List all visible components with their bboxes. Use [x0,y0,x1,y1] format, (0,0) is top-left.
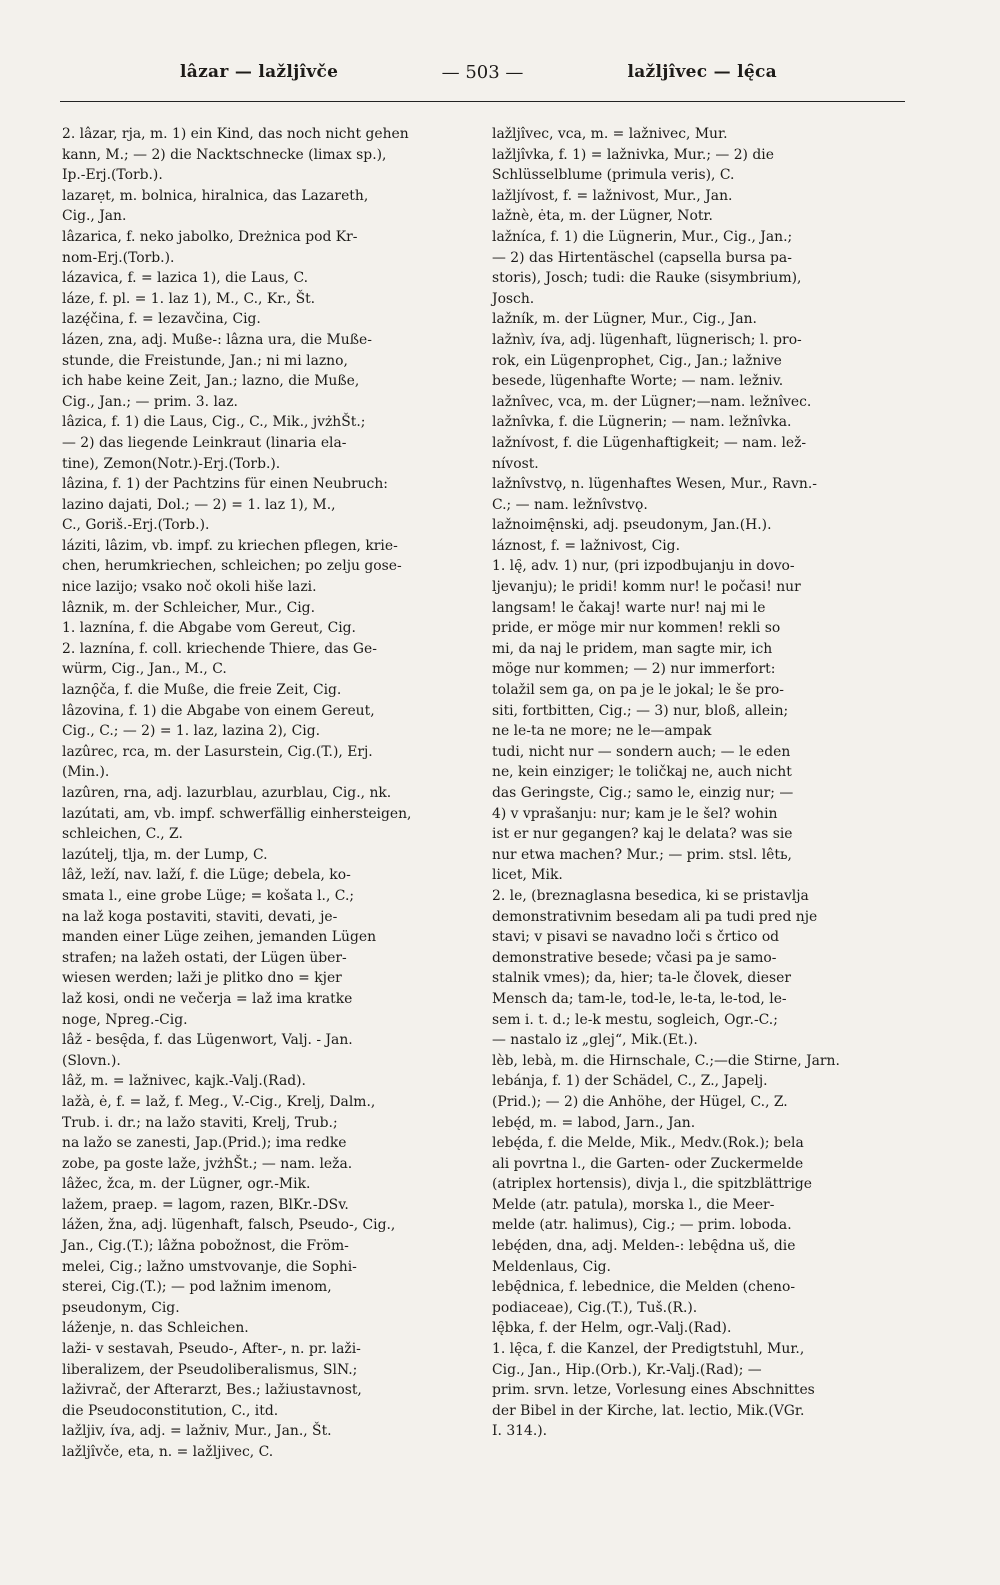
entry-line: Meldenlaus, Cig. [492,1258,611,1275]
dictionary-entry [62,618,460,639]
dictionary-entry [492,1339,906,1442]
entry-line: zobe, pa goste laže, jvżhŠt.; — nam. leža. [62,1155,353,1172]
entry-line: 2. laznína, f. coll. kriechende Thiere, das Ge- [62,640,377,657]
entry-line: lazûren, rna, adj. lazurblau, azurblau, Cig., nk. [62,785,392,801]
dictionary-entry [62,1195,460,1216]
dictionary-entry [62,412,460,474]
entry-line: lebę́d, m. = labod, Jarn., Jan. [492,1114,696,1131]
entry-line: — 2) das Hirtentäschel (capsella bursa pa- [492,249,792,266]
entry-line: sem i. t. d.; le-k mestu, sogleich, Ogr.-C.; [492,1011,778,1028]
dictionary-entry [492,1236,906,1277]
entry-line: (Prid.); — 2) die Anhöhe, der Hügel, C., Z. [492,1093,788,1110]
dictionary-entry [62,680,460,701]
entry-line: ist er nur gegangen? kaj le delata? was sie [492,826,793,843]
dictionary-entry [62,845,460,866]
page-header [60,62,905,92]
dictionary-entry [62,289,460,310]
entry-line: tine), Zemon(Notr.)-Erj.(Torb.). [62,455,281,472]
header-right-guide-words: lažljîvec — lę̑ca [627,62,777,82]
entry-line: lažnîvec, vca, m. der Lügner;—nam. ležnîvec. [492,393,812,410]
entry-line: tolažil sem ga, on pa je le jokal; le še pro- [492,682,784,699]
dictionary-entry [62,1071,460,1092]
entry-line: (Min.). [62,764,110,781]
entry-line: ne, kein einziger; le toličkaj ne, auch nicht [492,764,792,781]
entry-line: schleichen, C., Z. [62,826,183,843]
entry-line: lâzarica, f. neko jabolko, Dreżnica pod Kr- [62,228,358,245]
entry-line: — 2) das liegende Leinkraut (linaria ela- [62,434,347,451]
entry-line: (atriplex hortensis), divja l., die spitzblättrige [492,1176,813,1193]
entry-line: besede, lügenhafte Worte; — nam. ležniv. [492,373,784,390]
entry-line: storis), Josch; tudi: die Rauke (sisymbrium), [492,270,802,287]
dictionary-entry [62,536,460,598]
dictionary-entry [62,1092,460,1174]
entry-line: nur etwa machen? Mur.; — prim. stsl. lêtь, [492,846,792,863]
dictionary-entry [62,783,460,804]
dictionary-entry [62,1442,460,1463]
entry-line: 2. le, (breznaglasna besedica, ki se pristavlja [492,887,809,904]
dictionary-entry [62,1318,460,1339]
dictionary-entry [62,1030,460,1071]
entry-line: lažljívost, f. = lažnivost, Mur., Jan. [492,187,733,204]
entry-line: lebę́den, dna, adj. Melden-: lebę̑dna uš, die [492,1238,796,1255]
entry-line: Schlüsselblume (primula veris), C. [492,167,735,184]
entry-line: lažnè, ėta, m. der Lügner, Notr. [492,208,713,225]
left-column [62,124,460,1463]
entry-line: láziti, lâzim, vb. impf. zu kriechen pflegen, krie- [62,537,398,554]
dictionary-entry [492,124,906,145]
entry-line: C.; — nam. ležnîvstvǫ. [492,496,648,513]
dictionary-entry [492,412,906,433]
right-column [492,124,906,1442]
dictionary-entry [492,556,906,886]
entry-line: kann, M.; — 2) die Nacktschnecke (limax sp.), [62,146,387,163]
entry-line: lâzica, f. 1) die Laus, Cig., C., Mik., jvżhŠt.; [62,414,366,431]
entry-line: lâž - besę̑da, f. das Lügenwort, Valj. - Jan. [62,1032,353,1049]
dictionary-entry [62,124,460,186]
entry-line: lâznik, m. der Schleicher, Mur., Cig. [62,599,315,616]
dictionary-entry [62,186,460,227]
dictionary-entry [62,701,460,742]
entry-line: lázavica, f. = lazica 1), die Laus, C. [62,270,309,287]
dictionary-entry [62,742,460,783]
dictionary-entry [492,433,906,474]
entry-line: lazútati, am, vb. impf. schwerfällig einhersteigen, [62,805,412,822]
entry-line: na laž koga postaviti, staviti, devati, je- [62,908,338,925]
entry-line: Cig., C.; — 2) = 1. laz, lazina 2), Cig. [62,723,321,740]
entry-line: noge, Npreg.-Cig. [62,1011,188,1028]
entry-line: ne le-ta ne more; ne le—ampak [492,723,712,740]
dictionary-entry [492,1318,906,1339]
dictionary-entry [62,639,460,680]
entry-line: ich habe keine Zeit, Jan.; lazno, die Muße, [62,373,360,390]
dictionary-entry [492,474,906,515]
entry-line: Trub. i. dr.; na lažo staviti, Krelj, Trub.; [62,1114,338,1131]
entry-line: sterei, Cig.(T.); — pod lažnim imenom, [62,1279,332,1296]
entry-line: 1. lę̑, adv. 1) nur, (pri izpodbujanju in dovo- [492,558,795,575]
entry-line: demonstrative besede; včasi pa je samo- [492,949,777,966]
entry-line: strafen; na lažeh ostati, der Lügen über- [62,949,347,966]
dictionary-entry [492,1071,906,1112]
dictionary-entry [492,206,906,227]
entry-line: lažljîvče, eta, n. = lažljivec, C. [62,1444,274,1460]
entry-line: (Slovn.). [62,1052,121,1069]
entry-line: licet, Mik. [492,867,563,884]
entry-line: melde (atr. halimus), Cig.; — prim. loboda. [492,1217,792,1234]
entry-line: Josch. [492,290,535,307]
entry-line: siti, fortbitten, Cig.; — 3) nur, bloß, allein; [492,702,789,719]
entry-line: nívost. [492,455,539,472]
entry-line: Mensch da; tam-le, tod-le, le-ta, le-tod, le- [492,990,787,1007]
dictionary-entry [62,330,460,412]
entry-line: melei, Cig.; lažno umstvovanje, die Sophi- [62,1258,357,1275]
dictionary-entry [62,1215,460,1318]
entry-line: lazûrec, rca, m. der Lasurstein, Cig.(T.), Erj. [62,743,373,760]
entry-line: láženje, n. das Schleichen. [62,1320,249,1337]
dictionary-entry [62,1421,460,1442]
entry-line: 2. lâzar, rja, m. 1) ein Kind, das noch nicht gehen [62,126,409,142]
entry-line: prim. srvn. letze, Vorlesung eines Abschnittes [492,1382,815,1399]
header-left-guide-words: lâzar — lažljîvče [180,62,339,82]
dictionary-entry [62,865,460,1030]
entry-line: die Pseudoconstitution, C., itd. [62,1402,279,1419]
dictionary-entry [492,186,906,207]
entry-line: lažník, m. der Lügner, Mur., Cig., Jan. [492,311,757,328]
dictionary-entry [492,1277,906,1318]
entry-line: lâž, m. = lažnivec, kajk.-Valj.(Rad). [62,1073,306,1090]
dictionary-entry [492,1051,906,1072]
entry-line: 1. lę̑ca, f. die Kanzel, der Predigtstuhl, Mur., [492,1341,805,1358]
entry-line: Cig., Jan.; — prim. 3. laz. [62,393,238,410]
entry-line: lâzovina, f. 1) die Abgabe von einem Gereut, [62,702,375,719]
entry-line: stalnik vmes); da, hier; ta-le človek, dieser [492,970,791,987]
dictionary-entry [62,598,460,619]
entry-line: tudi, nicht nur — sondern auch; — le eden [492,743,791,760]
entry-line: demonstrativnim besedam ali pa tudi pred nje [492,908,818,925]
entry-line: lâž, leží, nav. laží, f. die Lüge; debela, ko- [62,867,351,884]
page-number: — 503 — [441,62,524,83]
dictionary-entry [62,474,460,536]
entry-line: na lažo se zanesti, Jap.(Prid.); ima redke [62,1135,347,1152]
entry-line: lazino dajati, Dol.; — 2) = 1. laz 1), M., [62,496,336,513]
dictionary-entry [492,886,906,1051]
entry-line: lažem, praep. = lagom, razen, BlKr.-DSv. [62,1196,349,1213]
entry-line: Cig., Jan., Hip.(Orb.), Kr.-Valj.(Rad); — [492,1361,762,1378]
entry-line: lažljîvec, vca, m. = lažnivec, Mur. [492,126,728,142]
entry-line: C., Goriš.-Erj.(Torb.). [62,517,210,534]
entry-line: laži- v sestavah, Pseudo-, After-, n. pr. laži- [62,1341,361,1358]
dictionary-entry [492,145,906,186]
entry-line: liberalizem, der Pseudoliberalismus, SlN.; [62,1361,358,1378]
entry-line: lažà, ė, f. = laž, f. Meg., V.-Cig., Krelj, Dalm., [62,1093,376,1110]
entry-line: manden einer Lüge zeihen, jemanden Lügen [62,929,377,946]
entry-line: 4) v vprašanju: nur; kam je le šel? wohin [492,805,778,822]
dictionary-entry [492,1133,906,1236]
entry-line: 1. laznína, f. die Abgabe vom Gereut, Cig. [62,620,356,637]
entry-line: lázen, zna, adj. Muße-: lâzna ura, die Muße- [62,331,372,348]
dictionary-entry [492,536,906,557]
header-rule [60,101,905,102]
dictionary-entry [492,392,906,413]
dictionary-entry [492,1113,906,1134]
entry-line: lažnìv, íva, adj. lügenhaft, lügnerisch; l. pro- [492,331,802,348]
dictionary-entry [62,1339,460,1421]
entry-line: möge nur kommen; — 2) nur immerfort: [492,661,776,678]
entry-line: stunde, die Freistunde, Jan.; ni mi lazno, [62,352,348,369]
entry-line: rok, ein Lügenprophet, Cig., Jan.; lažnive [492,352,782,369]
entry-line: lážen, žna, adj. lügenhaft, falsch, Pseudo-, Cig., [62,1217,396,1234]
entry-line: lebę́da, f. die Melde, Mik., Medv.(Rok.); bela [492,1135,804,1152]
dictionary-entry [62,268,460,289]
dictionary-entry [62,309,460,330]
entry-line: nice lazijo; vsako noč okoli hiše lazi. [62,579,317,596]
entry-line: pride, er möge mir nur kommen! rekli so [492,620,781,637]
entry-line: laž kosi, ondi ne večerja = laž ima kratke [62,990,353,1007]
entry-line: lę̑bka, f. der Helm, ogr.-Valj.(Rad). [492,1320,732,1337]
entry-line: lažnoimę̑nski, adj. pseudonym, Jan.(H.). [492,517,772,534]
entry-line: Jan., Cig.(T.); lâžna pobožnost, die Fröm- [62,1238,349,1255]
entry-line: nom-Erj.(Torb.). [62,249,175,266]
dictionary-entry [62,804,460,845]
dictionary-entry [492,515,906,536]
entry-line: I. 314.). [492,1423,548,1440]
entry-line: würm, Cig., Jan., M., C. [62,661,227,678]
dictionary-entry [492,309,906,330]
entry-line: ali povrtna l., die Garten- oder Zuckermelde [492,1155,804,1172]
dictionary-entry [62,227,460,268]
entry-line: stavi; v pisavi se navadno loči s črtico od [492,929,780,946]
entry-line: Ip.-Erj.(Torb.). [62,167,163,184]
entry-line: laznǫ̑ča, f. die Muße, die freie Zeit, Cig. [62,682,342,699]
dictionary-entry [492,330,906,392]
entry-line: lažljîvka, f. 1) = lažnivka, Mur.; — 2) die [492,146,774,163]
entry-line: chen, herumkriechen, schleichen; po zelju gose- [62,558,402,575]
entry-line: — nastalo iz „glej“, Mik.(Et.). [492,1032,698,1049]
entry-line: smata l., eine grobe Lüge; = košata l., C.; [62,887,355,904]
entry-line: lâžec, žca, m. der Lügner, ogr.-Mik. [62,1176,311,1193]
entry-line: lebánja, f. 1) der Schädel, C., Z., Japelj. [492,1073,768,1090]
entry-line: wiesen werden; laži je plitko dno = kjer [62,970,342,987]
entry-line: Cig., Jan. [62,208,127,225]
entry-line: das Geringste, Cig.; samo le, einzig nur; — [492,785,794,801]
entry-line: lažljiv, íva, adj. = lažniv, Mur., Jan., Št. [62,1423,332,1440]
entry-line: lazarẹt, m. bolnica, hiralnica, das Lazareth, [62,187,369,204]
entry-line: lebę̑dnica, f. lebednice, die Melden (cheno- [492,1279,796,1296]
entry-line: láznost, f. = lažnivost, Cig. [492,537,680,554]
entry-line: lazútelj, tlja, m. der Lump, C. [62,846,268,863]
entry-line: pseudonym, Cig. [62,1299,180,1316]
entry-line: Melde (atr. patula), morska l., die Meer- [492,1196,775,1213]
entry-line: lažnîvka, f. die Lügnerin; — nam. ležnîvka. [492,414,792,431]
dictionary-entry [492,227,906,309]
entry-line: lažnívost, f. die Lügenhaftigkeit; — nam. lež- [492,434,807,451]
entry-line: podiaceae), Cig.(T.), Tuš.(R.). [492,1299,698,1316]
entry-line: lâzina, f. 1) der Pachtzins für einen Neubruch: [62,476,388,493]
entry-line: laživrač, der Afterarzt, Bes.; lažiustavnost, [62,1382,362,1399]
entry-line: láze, f. pl. = 1. laz 1), M., C., Kr., Št. [62,290,316,307]
entry-line: ljevanju); le pridi! komm nur! le počasi! nur [492,579,801,596]
entry-line: lazę́čina, f. = lezavčina, Cig. [62,311,261,328]
entry-line: der Bibel in der Kirche, lat. lectio, Mik.(VGr. [492,1402,805,1419]
entry-line: langsam! le čakaj! warte nur! naj mi le [492,599,766,616]
dictionary-entry [62,1174,460,1195]
entry-line: lažnîvstvǫ, n. lügenhaftes Wesen, Mur., Ravn.- [492,476,817,493]
entry-line: lažníca, f. 1) die Lügnerin, Mur., Cig., Jan.; [492,228,793,245]
entry-line: mi, da naj le pridem, man sagte mir, ich [492,640,773,657]
entry-line: lèb, lebà, m. die Hirnschale, C.;—die Stirne, Jarn. [492,1052,840,1069]
